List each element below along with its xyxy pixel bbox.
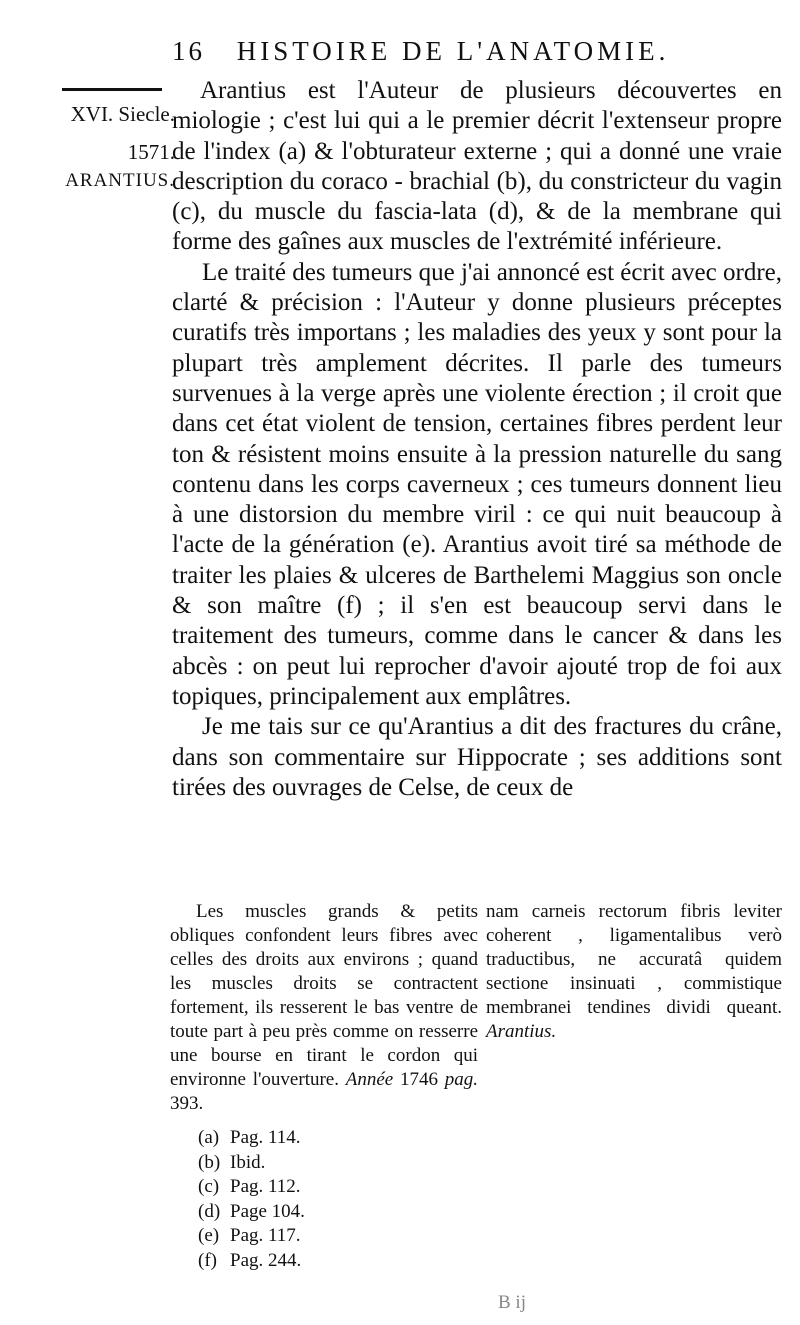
paragraph-2: Le traité des tumeurs que j'ai annoncé est écrit avec ordre, clarté & précision : l'Auteur y donne plusieurs préceptes curatifs très importans ; les maladies des yeux y sont pour la plupart très amplement décrites. Il parle des tumeurs survenues à la verge après une violente érection ; il croit que dans cet état violent de tension, certaines fibres perdent leur ton & résistent moins ensuite à la pression naturelle du sang contenu dans les corps caverneux ; ces tumeurs donnent lieu à une distorsion du membre viril : ce qui nuit beaucoup à l'acte de la génération (e). Arantius avoit tiré sa méthode de traiter les plaies & ulceres de Barthelemi Maggius son oncle & son maître (f) ; il s'en est beaucoup servi dans le traitement des tumeurs, comme dans le cancer & dans les abcès : on peut lui reprocher d'avoir ajouté trop de foi aux topiques, principalement aux emplâtres.: [172, 258, 782, 710]
reference-item: [198, 1151, 398, 1176]
reference-text: Pag. 244.: [230, 1249, 302, 1271]
signature-mark: B ij: [498, 1292, 526, 1313]
footnote-left-num: 393.: [170, 1093, 204, 1114]
reference-item: [198, 1224, 398, 1249]
paragraph-3: Je me tais sur ce qu'Arantius a dit des fractures du crâne, dans son commentaire sur Hippocrate ; ses additions sont tirées des ouvrages de Celse, de ceux de: [172, 713, 782, 801]
footnote-left-year: 1746: [400, 1069, 438, 1090]
footnote-right: [486, 900, 782, 1044]
reference-item: [198, 1175, 398, 1200]
reference-text: Pag. 114.: [230, 1127, 301, 1148]
margin-name: ARANTIUS.: [65, 170, 175, 191]
reference-key: (e): [198, 1225, 220, 1246]
running-title: HISTOIRE DE L'ANATOMIE.: [236, 36, 670, 66]
running-header: [172, 36, 792, 70]
margin-century: XVI. Siecle.: [70, 102, 175, 126]
page-number: 16: [172, 36, 205, 66]
margin-year: 1571.: [127, 140, 175, 164]
reference-key: (c): [198, 1176, 220, 1197]
references-list: [198, 1126, 398, 1273]
reference-key: (b): [198, 1151, 221, 1173]
footnote-left-pag: pag.: [444, 1069, 479, 1090]
reference-text: Pag. 117.: [230, 1225, 301, 1246]
paragraph-1: Arantius est l'Auteur de plusieurs découvertes en miologie ; c'est lui qui a le premier décrit l'extenseur propre de l'index (a) & l'obturateur externe ; qui a donné une vraie description du coraco - brachial (b), du constricteur du vagin (c), du muscle du fascia-lata (d), & de la membrane qui forme des gaînes aux muscles de l'extrémité inférieure.: [172, 77, 782, 256]
reference-text: Pag. 112.: [230, 1176, 301, 1197]
reference-key: (f): [198, 1249, 217, 1271]
reference-text: Ibid.: [230, 1151, 266, 1173]
reference-item: [198, 1249, 398, 1274]
footnote-left-text: Les muscles grands & petits obliques confondent leurs fibres avec celles des droits aux environs ; quand les muscles droits se contractent fortement, ils resserent le bas ventre de toute part à peu près comme on resserre une bourse en tirant le cordon qui environne l'ouverture.: [170, 901, 478, 1090]
footnote-left-annee: Année: [345, 1069, 394, 1090]
reference-text: Page 104.: [230, 1200, 305, 1222]
footnote-right-author: Arantius.: [486, 1021, 557, 1042]
main-text: [172, 76, 782, 803]
reference-item: [198, 1126, 398, 1151]
footnote-right-text: nam carneis rectorum fibris leviter coherent , ligamentalibus verò traductibus, ne accuratâ quidem sectione insinuati , commistique membranei tendines dividi queant.: [486, 901, 782, 1018]
reference-key: (a): [198, 1127, 220, 1148]
reference-key: (d): [198, 1200, 221, 1222]
reference-item: [198, 1200, 398, 1225]
footnote-left: [170, 900, 478, 1116]
margin-rule: [62, 88, 162, 91]
